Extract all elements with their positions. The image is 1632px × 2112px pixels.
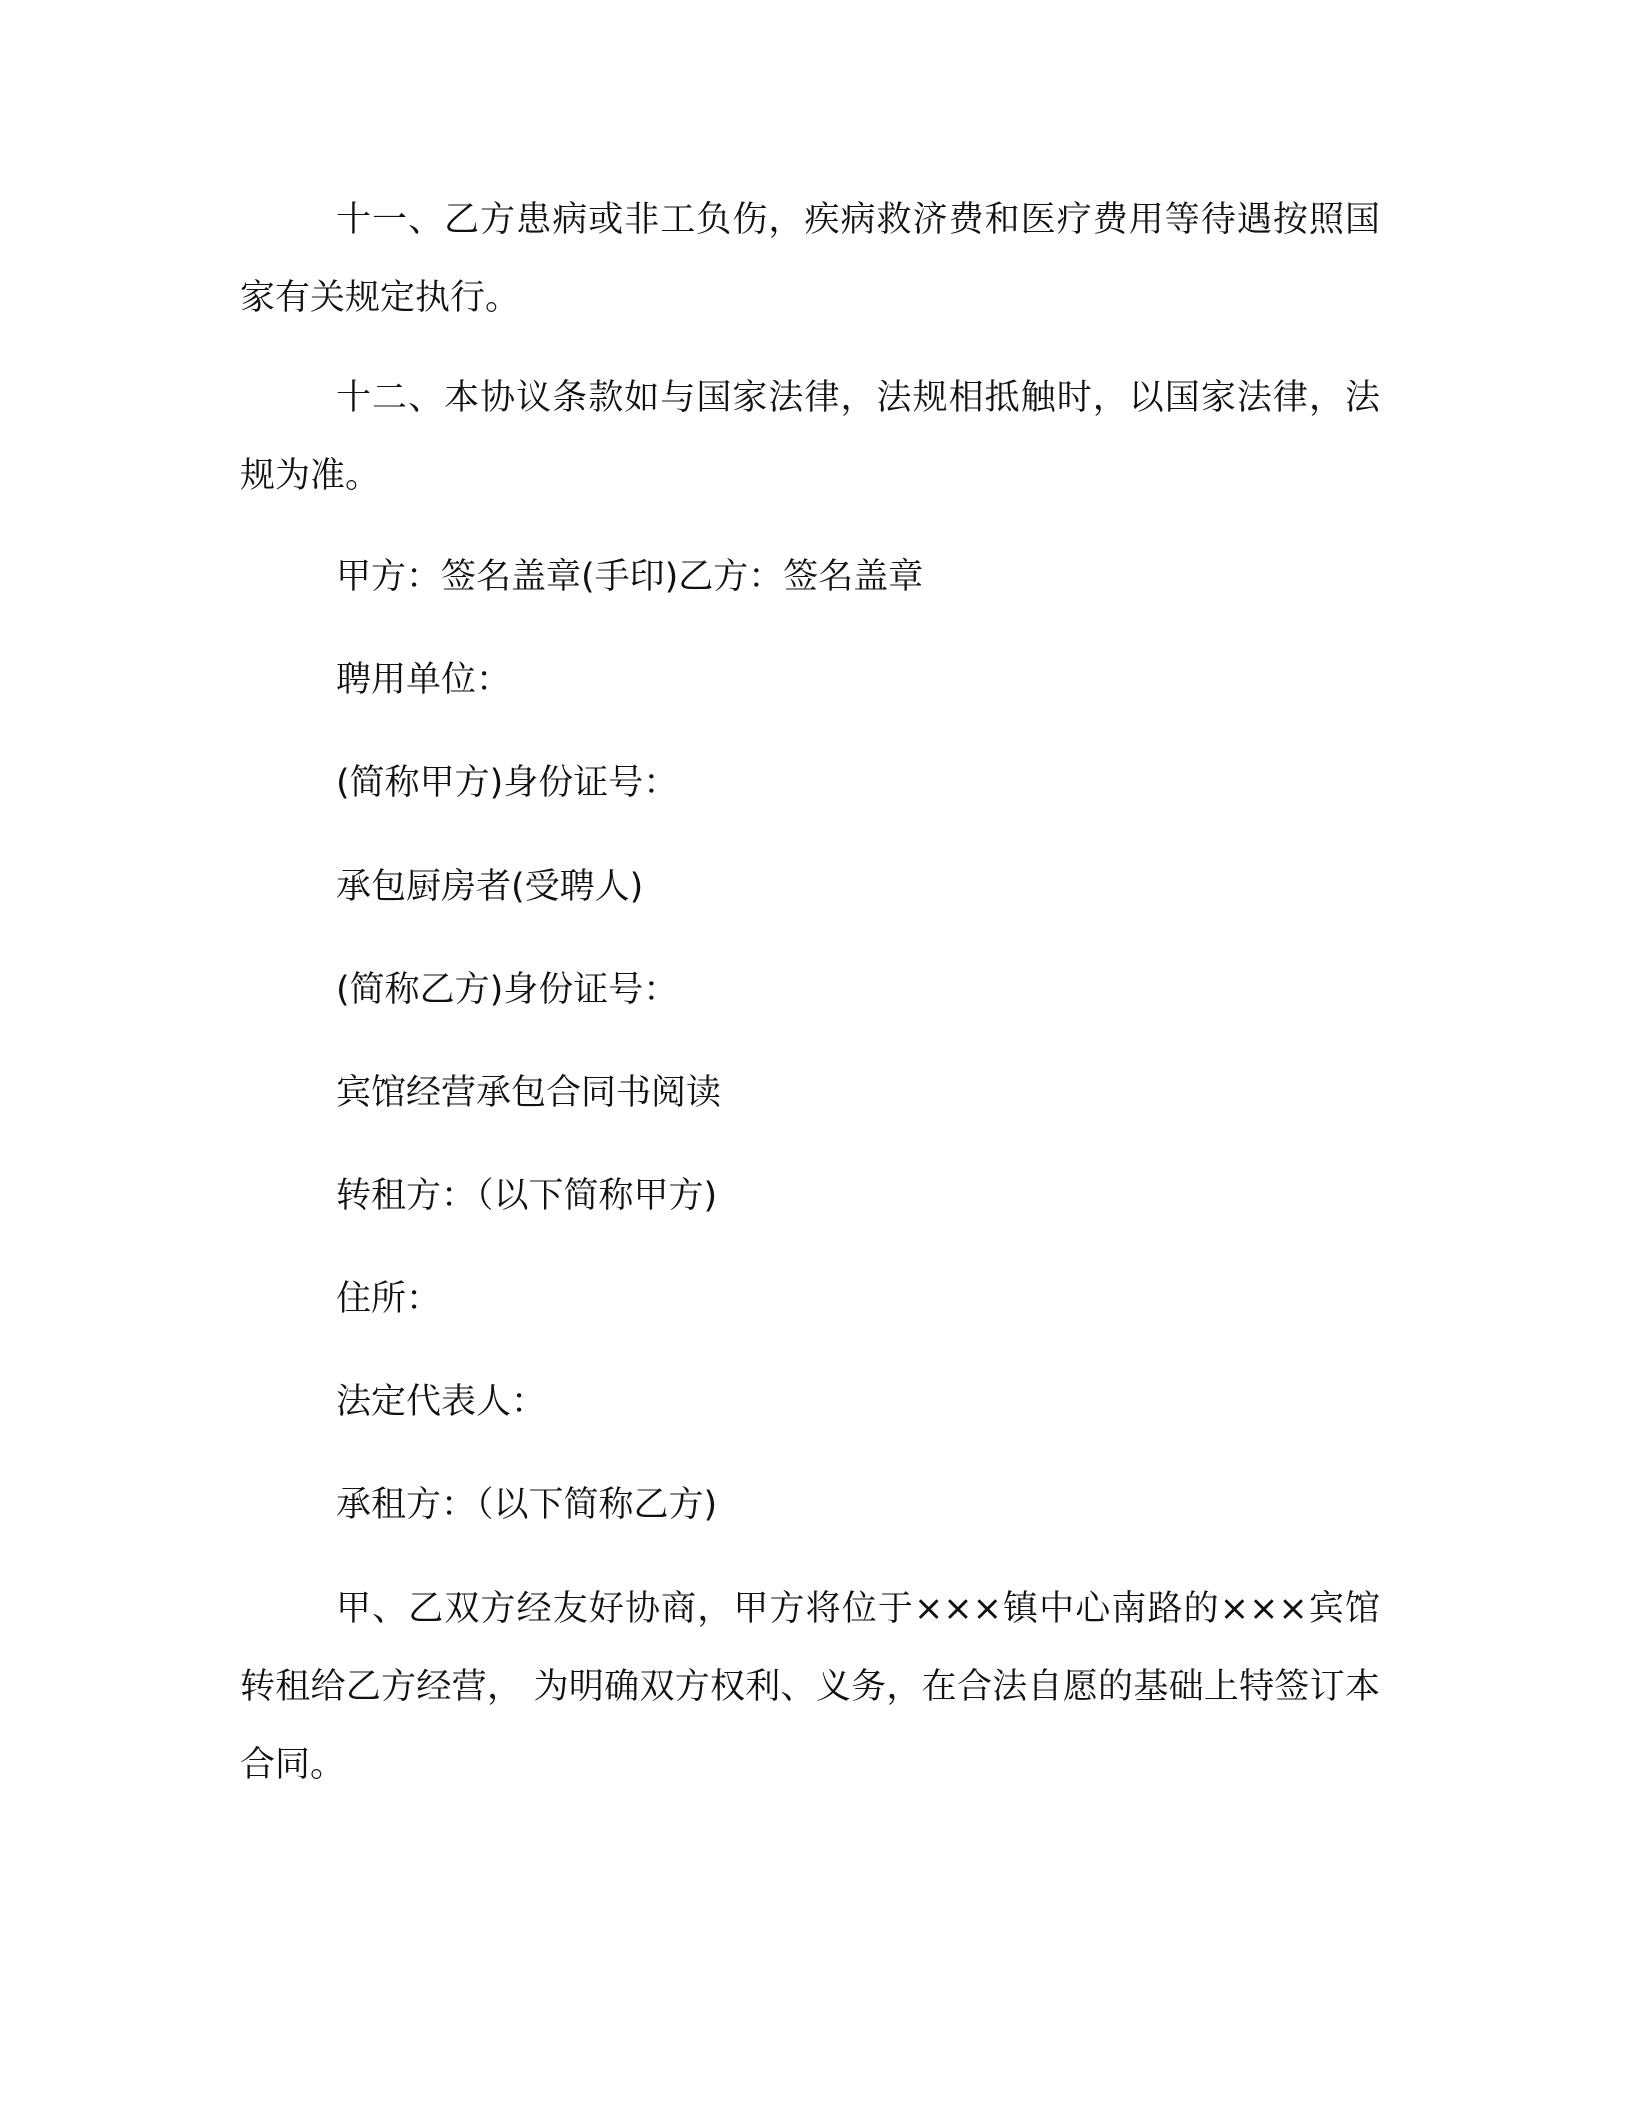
kitchen-contractor-label: 承包厨房者(受聘人): [336, 867, 644, 907]
employer-label: 聘用单位：: [336, 660, 512, 700]
clause-12-paragraph: 十二、本协议条款如与国家法律，法规相抵触时，以国家法律，法规为准。: [240, 378, 1380, 496]
sublessor-label: 转租方：（以下简称甲方): [336, 1176, 718, 1216]
lessee-label: 承租方：（以下简称乙方): [336, 1485, 718, 1525]
clause-11-paragraph: 十一、乙方患病或非工负伤，疾病救济费和医疗费用等待遇按照国家有关规定执行。: [240, 200, 1380, 318]
signature-line: 甲方：签名盖章(手印)乙方：签名盖章: [336, 557, 924, 597]
party-a-id-label: (简称甲方)身份证号：: [336, 763, 679, 803]
agreement-intro-paragraph: 甲、乙双方经友好协商，甲方将位于×××镇中心南路的×××宾馆转租给乙方经营， 为明确双方权利、义务，在合法自愿的基础上特签订本合同。: [240, 1589, 1380, 1785]
legal-representative-label: 法定代表人：: [336, 1382, 547, 1422]
address-label: 住所：: [336, 1279, 442, 1319]
contract-title: 宾馆经营承包合同书阅读: [336, 1073, 722, 1113]
party-b-id-label: (简称乙方)身份证号：: [336, 970, 679, 1010]
